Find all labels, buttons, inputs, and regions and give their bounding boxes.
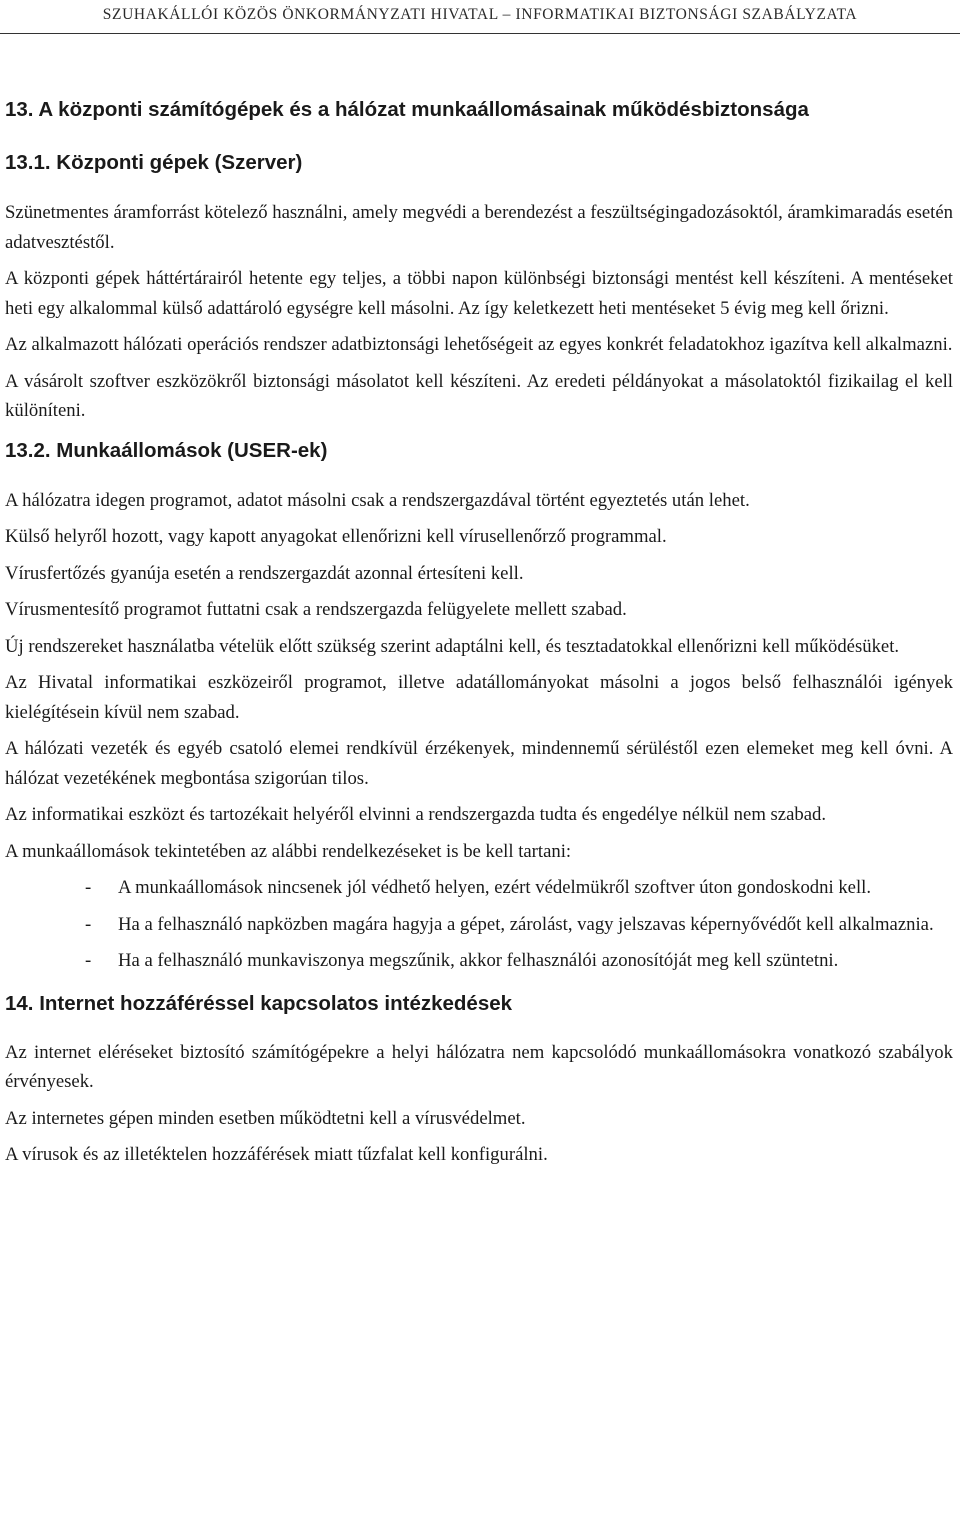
chapter-14-heading: 14. Internet hozzáféréssel kapcsolatos intézkedések: [5, 991, 513, 1015]
section-13-2-heading: 13.2. Munkaállomások (USER-ek): [5, 438, 328, 462]
paragraph: Szünetmentes áramforrást kötelező használni, amely megvédi a berendezést a feszültségingadozásoktól, áramkimaradás esetén adatvesztéstől.: [5, 202, 953, 253]
chapter-13-heading: 13. A központi számítógépek és a hálózat munkaállomásainak működésbiztonsága: [5, 98, 809, 121]
section-13-1-heading: 13.1. Központi gépek (Szerver): [5, 151, 303, 174]
dash-bullet: -: [85, 913, 92, 935]
list-item-text: Ha a felhasználó munkaviszonya megszűnik, akkor felhasználói azonosítóját meg kell szüntetni.: [118, 950, 839, 971]
document-body: [5, 92, 953, 1177]
paragraph: A központi gépek háttértárairól hetente egy teljes, a többi napon különbségi biztonsági mentést kell készíteni. A mentéseket heti egy alkalommal külső adattároló egységre kell másolni. Az így keletkezett heti mentéseket 5 évig meg kell őrizni.: [5, 268, 953, 319]
paragraph: Új rendszereket használatba vételük előtt szükség szerint adaptálni kell, és tesztadatokkal ellenőrizni kell működésüket.: [5, 635, 900, 657]
paragraph: Az alkalmazott hálózati operációs rendszer adatbiztonsági lehetőségeit az egyes konkrét feladatokhoz igazítva kell alkalmazni.: [5, 334, 953, 355]
list-item-text: Ha a felhasználó napközben magára hagyja a gépet, zárolást, vagy jelszavas képernyővédőt kell alkalmaznia.: [118, 913, 934, 935]
paragraph: Az informatikai eszközt és tartozékait helyéről elvinni a rendszergazda tudta és engedélye nélkül nem szabad.: [5, 804, 827, 825]
paragraph: Külső helyről hozott, vagy kapott anyagokat ellenőrizni kell vírusellenőrző programmal.: [5, 526, 667, 547]
dash-bullet: -: [85, 877, 92, 898]
page-header-title: SZUHAKÁLLÓI KÖZÖS ÖNKORMÁNYZATI HIVATAL – INFORMATIKAI BIZTONSÁGI SZABÁLYZATA: [102, 6, 858, 23]
paragraph: A vírusok és az illetéktelen hozzáférések miatt tűzfalat kell konfigurálni.: [5, 1144, 548, 1165]
paragraph: A munkaállomások tekintetében az alábbi rendelkezéseket is be kell tartani:: [5, 840, 572, 862]
paragraph: Vírusmentesítő programot futtatni csak a rendszergazda felügyelete mellett szabad.: [5, 599, 627, 620]
paragraph: A vásárolt szoftver eszközökről biztonsági másolatot kell készíteni. Az eredeti példányokat a másolatoktól fizikailag el kell különíteni.: [5, 370, 953, 421]
workstation-rules-list: [5, 873, 953, 976]
list-item: [5, 910, 953, 940]
paragraph: A hálózatra idegen programot, adatot másolni csak a rendszergazdával történt egyeztetés után lehet.: [5, 489, 750, 511]
paragraph: Az internetes gépen minden esetben működtetni kell a vírusvédelmet.: [5, 1107, 526, 1129]
paragraph: Az internet eléréseket biztosító számítógépekre a helyi hálózatra nem kapcsolódó munkaállomásokra vonatkozó szabályok érvényesek.: [5, 1041, 953, 1092]
page-header: [0, 0, 960, 34]
paragraph: Vírusfertőzés gyanúja esetén a rendszergazdát azonnal értesíteni kell.: [5, 562, 524, 584]
dash-bullet: -: [85, 950, 92, 971]
paragraph: A hálózati vezeték és egyéb csatoló elemei rendkívül érzékenyek, mindennemű sérüléstől ezen elemeket meg kell óvni. A hálózat vezetékének megbontása szigorúan tilos.: [5, 738, 953, 789]
paragraph: Az Hivatal informatikai eszközeiről programot, illetve adatállományokat másolni a jogos belső felhasználói igények kielégítésein kívül nem szabad.: [5, 672, 953, 723]
list-item-text: A munkaállomások nincsenek jól védhető helyen, ezért védelmükről szoftver úton gondoskodni kell.: [118, 877, 872, 898]
list-item: [5, 873, 953, 903]
list-item: [5, 946, 953, 976]
